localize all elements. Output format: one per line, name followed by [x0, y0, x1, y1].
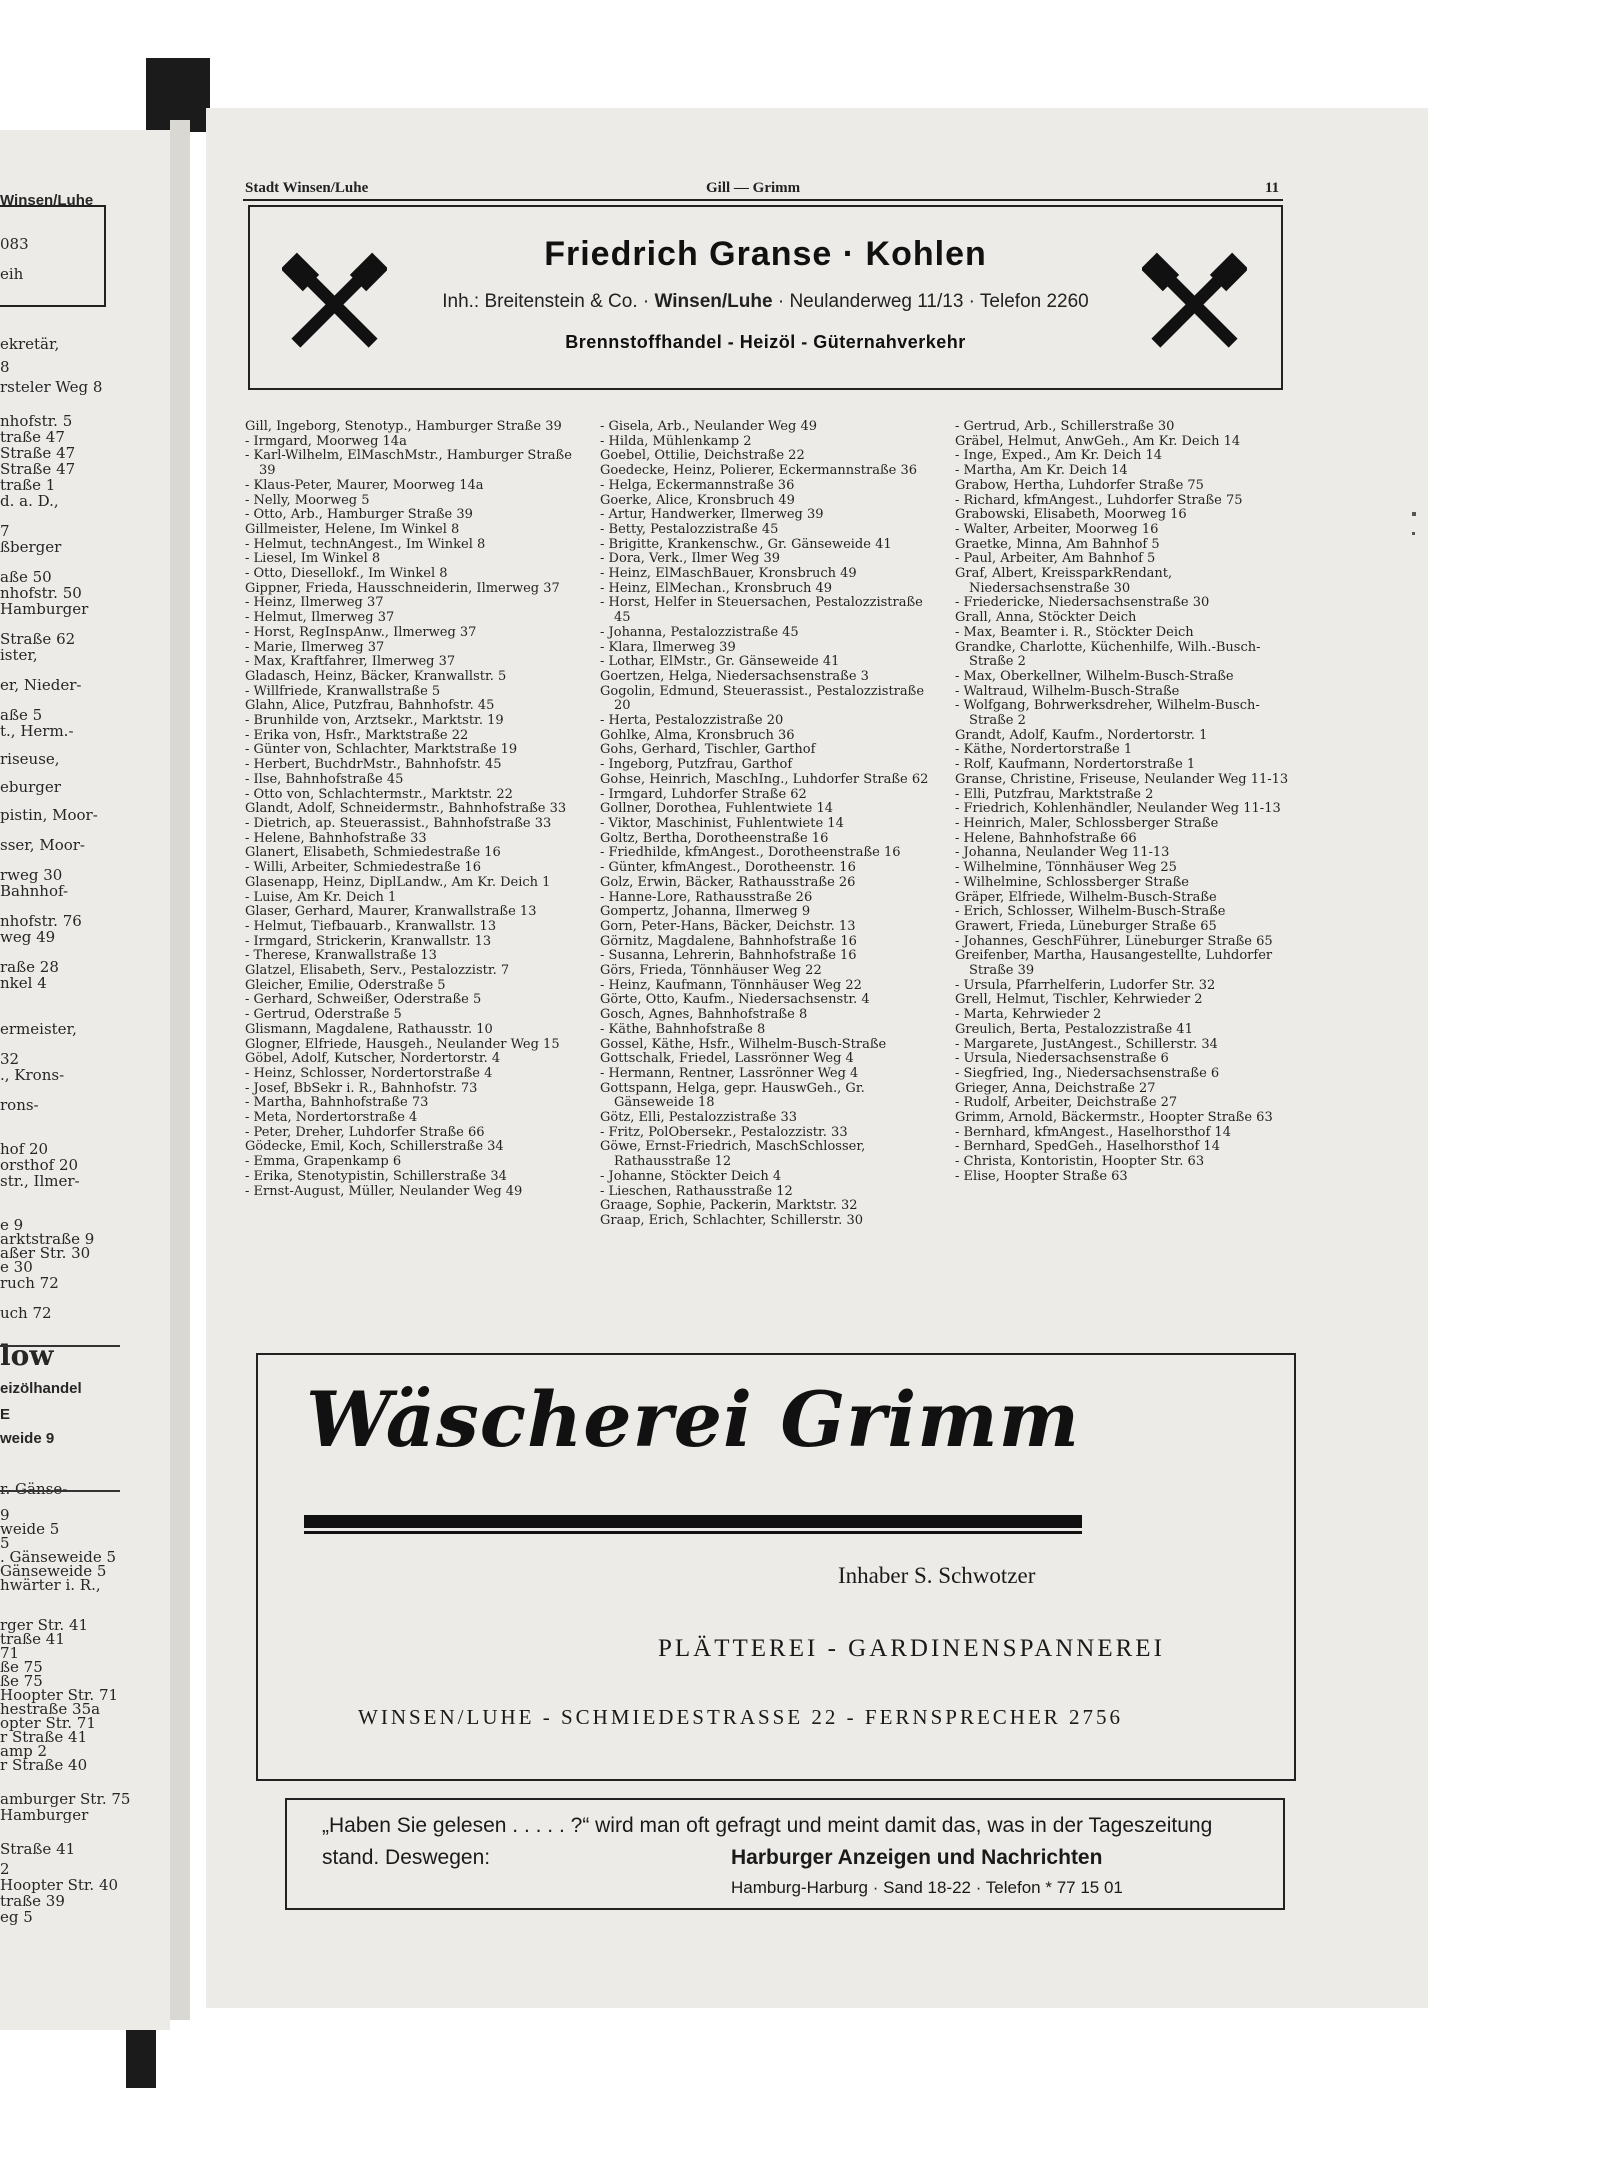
previous-page-line: 7 — [0, 522, 10, 540]
directory-entry: Gohse, Heinrich, MaschIng., Luhdorfer Straße 62 — [600, 771, 929, 787]
directory-entry: - Irmgard, Strickerin, Kranwallstr. 13 — [245, 933, 492, 949]
previous-page-line: hestraße 35a — [0, 1700, 101, 1718]
directory-entry: - Erich, Schlosser, Wilhelm-Busch-Straße — [955, 904, 1226, 920]
previous-page-line: Hamburger — [0, 1806, 89, 1824]
directory-entry: - Waltraud, Wilhelm-Busch-Straße — [955, 683, 1180, 699]
ad-services: PLÄTTEREI - GARDINENSPANNEREI — [658, 1635, 1165, 1662]
previous-page-line: pistin, Moor- — [0, 806, 98, 824]
previous-page-line: 2 — [0, 1860, 10, 1878]
previous-page-line: rweg 30 — [0, 866, 63, 884]
directory-column-3 — [955, 420, 1295, 1185]
previous-page-line: nhofstr. 5 — [0, 412, 73, 430]
previous-page-line: traße 1 — [0, 476, 56, 494]
directory-entry: - Wolfgang, Bohrwerksdreher, Wilhelm-Busch-Straße 2 — [955, 698, 1260, 729]
previous-page-line: Winsen/Luhe — [0, 192, 94, 209]
directory-entry: - Peter, Dreher, Luhdorfer Straße 66 — [245, 1124, 485, 1140]
directory-entry: Gladasch, Heinz, Bäcker, Kranwallstr. 5 — [245, 668, 507, 684]
directory-entry: Gödecke, Emil, Koch, Schillerstraße 34 — [245, 1139, 504, 1155]
directory-entry: - Gertrud, Oderstraße 5 — [245, 1007, 402, 1023]
directory-entry: Goedecke, Heinz, Polierer, Eckermannstraße 36 — [600, 463, 918, 479]
previous-page-line: Gänseweide 5 — [0, 1562, 107, 1580]
page-number: 11 — [1265, 180, 1280, 196]
previous-page-line: rger Str. 41 — [0, 1616, 89, 1634]
directory-entry: - Christa, Kontoristin, Hoopter Str. 63 — [955, 1154, 1205, 1170]
previous-page-line: Hamburger — [0, 600, 89, 618]
ad-subtitle-prefix: Inh.: Breitenstein & Co. · — [442, 291, 655, 312]
directory-entry: - Helmut, Tiefbauarb., Kranwallstr. 13 — [245, 918, 497, 934]
previous-page-line: ister, — [0, 646, 38, 664]
previous-page-line: ße 75 — [0, 1672, 43, 1690]
previous-page-line: traße 41 — [0, 1630, 65, 1648]
previous-page-line: 083 — [0, 235, 29, 253]
directory-entry: Glanert, Elisabeth, Schmiedestraße 16 — [245, 845, 501, 861]
previous-page-line: ermeister, — [0, 1020, 77, 1038]
previous-page-line: hwärter i. R., — [0, 1576, 101, 1594]
directory-entry: - Wilhelmine, Schlossberger Straße — [955, 874, 1189, 890]
directory-entry: - Fritz, PolObersekr., Pestalozzistr. 33 — [600, 1124, 848, 1140]
previous-page-line: 32 — [0, 1050, 20, 1068]
directory-entry: - Karl-Wilhelm, ElMaschMstr., Hamburger Straße 39 — [245, 448, 572, 479]
previous-page-line: amburger Str. 75 — [0, 1790, 131, 1808]
directory-entry: Gill, Ingeborg, Stenotyp., Hamburger Straße 39 — [245, 419, 562, 434]
directory-entry: - Heinz, Schlosser, Nordertorstraße 4 — [245, 1065, 493, 1081]
directory-entry: - Dietrich, ap. Steuerassist., Bahnhofstraße 33 — [245, 815, 552, 831]
hammer-and-pick-icon — [1142, 252, 1247, 357]
previous-page-line: eg 5 — [0, 1908, 33, 1926]
directory-entry: Graf, Albert, KreissparkRendant, Niedersachsenstraße 30 — [955, 566, 1173, 596]
directory-entry: - Günter, kfmAngest., Dorotheenstr. 16 — [600, 860, 856, 876]
directory-entry: - Friedrich, Kohlenhändler, Neulander Weg 11-13 — [955, 801, 1281, 817]
directory-entry: - Irmgard, Luhdorfer Straße 62 — [600, 786, 807, 802]
previous-page-line: nhofstr. 76 — [0, 912, 82, 930]
directory-entry: - Friedhilde, kfmAngest., Dorotheenstraße 16 — [600, 845, 901, 861]
previous-page-line: amp 2 — [0, 1742, 48, 1760]
directory-entry: Göwe, Ernst-Friedrich, MaschSchlosser, Rathausstraße 12 — [600, 1139, 866, 1170]
previous-page-line: 8 — [0, 358, 10, 376]
directory-entry: - Gisela, Arb., Neulander Weg 49 — [600, 419, 818, 434]
ad-services: Brennstoffhandel - Heizöl - Güternahverkehr — [565, 332, 966, 352]
scan-speck — [1412, 512, 1416, 516]
directory-entry: - Horst, Helfer in Steuersachen, Pestalozzistraße 45 — [600, 595, 923, 626]
directory-entry: Göbel, Adolf, Kutscher, Nordertorstr. 4 — [245, 1051, 501, 1067]
previous-page-line: traße 39 — [0, 1892, 65, 1910]
directory-entry: Graetke, Minna, Am Bahnhof 5 — [955, 536, 1160, 552]
previous-page-line: nkel 4 — [0, 974, 47, 992]
directory-entry: - Luise, Am Kr. Deich 1 — [245, 889, 397, 905]
previous-page-line: r Straße 41 — [0, 1728, 88, 1746]
directory-entry: - Johanna, Pestalozzistraße 45 — [600, 624, 799, 640]
directory-entry: - Heinz, Ilmerweg 37 — [245, 595, 384, 611]
directory-entry: - Klaus-Peter, Maurer, Moorweg 14a — [245, 477, 484, 493]
previous-page-line: arktstraße 9 — [0, 1230, 95, 1248]
directory-entry: - Gertrud, Arb., Schillerstraße 30 — [955, 419, 1175, 434]
previous-page-line: r Straße 40 — [0, 1756, 88, 1774]
previous-page-line: weg 49 — [0, 928, 56, 946]
directory-entry: Goebel, Ottilie, Deichstraße 22 — [600, 448, 805, 464]
ad-subtitle — [250, 291, 1281, 313]
directory-entry: - Artur, Handwerker, Ilmerweg 39 — [600, 507, 824, 523]
directory-entry: Gohlke, Alma, Kronsbruch 36 — [600, 727, 795, 743]
directory-entry: Gorn, Peter-Hans, Bäcker, Deichstr. 13 — [600, 918, 856, 934]
previous-page-line: . Gänseweide 5 — [0, 1548, 117, 1566]
directory-entry: - Brigitte, Krankenschw., Gr. Gänseweide 41 — [600, 536, 892, 552]
directory-entry: - Johanne, Stöckter Deich 4 — [600, 1168, 782, 1184]
directory-entry: - Brunhilde von, Arztsekr., Marktstr. 19 — [245, 713, 504, 729]
previous-page-line: ßberger — [0, 538, 62, 556]
previous-page-line: low — [0, 1339, 54, 1372]
directory-entry: - Bernhard, SpedGeh., Haselhorsthof 14 — [955, 1139, 1220, 1155]
directory-entry: - Susanna, Lehrerin, Bahnhofstraße 16 — [600, 948, 857, 964]
previous-page-line: aßer Str. 30 — [0, 1244, 91, 1262]
directory-entry: Grabowski, Elisabeth, Moorweg 16 — [955, 507, 1187, 523]
directory-entry: - Gerhard, Schweißer, Oderstraße 5 — [245, 992, 482, 1008]
directory-entry: Gottschalk, Friedel, Lassrönner Weg 4 — [600, 1051, 854, 1067]
previous-page-line: weide 9 — [0, 1430, 55, 1447]
directory-entry: - Max, Beamter i. R., Stöckter Deich — [955, 624, 1194, 640]
directory-entry: - Otto von, Schlachtermstr., Marktstr. 22 — [245, 786, 513, 802]
ad-owner: Inhaber S. Schwotzer — [838, 1563, 1036, 1588]
directory-entry: - Erika, Stenotypistin, Schillerstraße 34 — [245, 1168, 507, 1184]
ad-text-line-2: stand. Deswegen: — [322, 1846, 491, 1869]
directory-entry: - Elise, Hoopter Straße 63 — [955, 1168, 1128, 1184]
directory-entry: - Hanne-Lore, Rathausstraße 26 — [600, 889, 813, 905]
previous-page-line: riseuse, — [0, 750, 60, 768]
advertisement-waescherei-grimm — [256, 1353, 1296, 1781]
directory-entry: Grall, Anna, Stöckter Deich — [955, 610, 1137, 626]
directory-entry: - Viktor, Maschinist, Fuhlentwiete 14 — [600, 815, 844, 831]
directory-entry: Görte, Otto, Kaufm., Niedersachsenstr. 4 — [600, 992, 870, 1008]
previous-page-line: weide 5 — [0, 1520, 60, 1538]
header-rule — [243, 199, 1283, 201]
directory-entry: - Siegfried, Ing., Niedersachsenstraße 6 — [955, 1065, 1220, 1081]
previous-page-line: 5 — [0, 1534, 10, 1552]
previous-page-line: t., Herm.- — [0, 722, 74, 740]
directory-entry: Glogner, Elfriede, Hausgeh., Neulander Weg 15 — [245, 1036, 560, 1052]
directory-entry: - Klara, Ilmerweg 39 — [600, 639, 736, 655]
directory-entry: - Helene, Bahnhofstraße 66 — [955, 830, 1137, 846]
ad-subtitle-suffix: · Neulanderweg 11/13 · Telefon 2260 — [772, 291, 1089, 312]
directory-entry: - Lothar, ElMstr., Gr. Gänseweide 41 — [600, 654, 840, 670]
directory-entry: - Willfriede, Kranwallstraße 5 — [245, 683, 441, 699]
directory-entry: - Friedericke, Niedersachsenstraße 30 — [955, 595, 1210, 611]
previous-page-line: Straße 47 — [0, 460, 76, 478]
directory-entry: - Paul, Arbeiter, Am Bahnhof 5 — [955, 551, 1156, 567]
directory-entry: Graap, Erich, Schlachter, Schillerstr. 30 — [600, 1212, 863, 1228]
directory-entry: - Marie, Ilmerweg 37 — [245, 639, 385, 655]
previous-page-line: ., Krons- — [0, 1066, 65, 1084]
directory-entry: Gogolin, Edmund, Steuerassist., Pestalozzistraße 20 — [600, 683, 925, 714]
directory-entry: Grawert, Frieda, Lüneburger Straße 65 — [955, 918, 1217, 934]
previous-page-line: sser, Moor- — [0, 836, 85, 854]
ad-business-name: Wäscherei Grimm — [306, 1375, 1081, 1464]
directory-entry: - Emma, Grapenkamp 6 — [245, 1154, 402, 1170]
directory-entry: Grandke, Charlotte, Küchenhilfe, Wilh.-Busch-Straße 2 — [955, 639, 1261, 670]
directory-entry: - Heinz, Kaufmann, Tönnhäuser Weg 22 — [600, 977, 862, 993]
directory-entry: - Nelly, Moorweg 5 — [245, 492, 370, 508]
directory-entry: - Helmut, technAngest., Im Winkel 8 — [245, 536, 486, 552]
directory-entry: - Liesel, Im Winkel 8 — [245, 551, 381, 567]
directory-entry: Gompertz, Johanna, Ilmerweg 9 — [600, 904, 811, 920]
directory-entry: - Rolf, Kaufmann, Nordertorstraße 1 — [955, 757, 1196, 773]
directory-entry: - Ernst-August, Müller, Neulander Weg 49 — [245, 1183, 523, 1199]
directory-entry: Greulich, Berta, Pestalozzistraße 41 — [955, 1021, 1193, 1037]
previous-page-line: orsthof 20 — [0, 1156, 79, 1174]
previous-page-line: traße 47 — [0, 428, 65, 446]
previous-page-line: 71 — [0, 1644, 20, 1662]
directory-entry: Granse, Christine, Friseuse, Neulander Weg 11-13 — [955, 771, 1289, 787]
previous-page-line: raße 28 — [0, 958, 59, 976]
directory-entry: - Erika von, Hsfr., Marktstraße 22 — [245, 727, 469, 743]
directory-entry: - Hilda, Mühlenkamp 2 — [600, 433, 752, 449]
directory-entry: - Heinrich, Maler, Schlossberger Straße — [955, 815, 1219, 831]
directory-column-2 — [600, 420, 940, 1229]
directory-entry: Gollner, Dorothea, Fuhlentwiete 14 — [600, 801, 834, 817]
previous-page-line: eizölhandel — [0, 1380, 82, 1397]
directory-entry: - Martha, Bahnhofstraße 73 — [245, 1095, 429, 1111]
ad-newspaper-name: Harburger Anzeigen und Nachrichten — [731, 1846, 1103, 1869]
directory-column-1 — [245, 420, 585, 1199]
previous-page-line: aße 50 — [0, 568, 52, 586]
directory-entry: Grandt, Adolf, Kaufm., Nordertorstr. 1 — [955, 727, 1208, 743]
directory-entry: Greifenber, Martha, Hausangestellte, Luhdorfer Straße 39 — [955, 948, 1273, 979]
ad-rule-thin — [304, 1531, 1082, 1534]
directory-entry: - Ingeborg, Putzfrau, Garthof — [600, 757, 793, 773]
directory-entry: - Marta, Kehrwieder 2 — [955, 1007, 1102, 1023]
directory-entry: - Käthe, Bahnhofstraße 8 — [600, 1021, 766, 1037]
ad-subtitle-city: Winsen/Luhe — [654, 291, 773, 312]
directory-entry: - Otto, Arb., Hamburger Straße 39 — [245, 507, 473, 523]
directory-entry: - Ursula, Pfarrhelferin, Ludorfer Str. 32 — [955, 977, 1216, 993]
directory-entry: Glaser, Gerhard, Maurer, Kranwallstraße 13 — [245, 904, 537, 920]
previous-page-line: opter Str. 71 — [0, 1714, 96, 1732]
directory-entry: - Martha, Am Kr. Deich 14 — [955, 463, 1128, 479]
previous-page-line: E — [0, 1406, 11, 1423]
directory-entry: Gräper, Elfriede, Wilhelm-Busch-Straße — [955, 889, 1217, 905]
previous-page-line: eburger — [0, 778, 61, 796]
ad-rule-thick — [304, 1515, 1082, 1528]
directory-entry: Golz, Erwin, Bäcker, Rathausstraße 26 — [600, 874, 856, 890]
previous-page-line: ße 75 — [0, 1658, 43, 1676]
previous-page-line: er, Nieder- — [0, 676, 82, 694]
previous-page-rule — [0, 1490, 120, 1492]
directory-entry: - Käthe, Nordertorstraße 1 — [955, 742, 1133, 758]
previous-page-line: r. Gänse- — [0, 1480, 68, 1498]
previous-page-line: Straße 62 — [0, 630, 76, 648]
previous-page-line: Bahnhof- — [0, 882, 69, 900]
directory-entry: - Hermann, Rentner, Lassrönner Weg 4 — [600, 1065, 859, 1081]
directory-entry: Graage, Sophie, Packerin, Marktstr. 32 — [600, 1198, 858, 1214]
directory-entry: - Dora, Verk., Ilmer Weg 39 — [600, 551, 781, 567]
directory-entry: Grimm, Arnold, Bäckermstr., Hoopter Straße 63 — [955, 1110, 1273, 1126]
directory-entry: - Max, Oberkellner, Wilhelm-Busch-Straße — [955, 668, 1234, 684]
directory-entry: - Meta, Nordertorstraße 4 — [245, 1110, 418, 1126]
previous-page-line: uch 72 — [0, 1304, 52, 1322]
directory-entry: Götz, Elli, Pestalozzistraße 33 — [600, 1110, 798, 1126]
ad-text-line-1: „Haben Sie gelesen . . . . . ?“ wird man oft gefragt und meint damit das, was in der Tageszeitung — [322, 1814, 1213, 1837]
previous-page-box — [0, 205, 106, 307]
directory-entry: Görs, Frieda, Tönnhäuser Weg 22 — [600, 963, 822, 979]
header-left: Stadt Winsen/Luhe — [245, 180, 369, 196]
directory-entry: - Therese, Kranwallstraße 13 — [245, 948, 437, 964]
directory-entry: Glatzel, Elisabeth, Serv., Pestalozzistr. 7 — [245, 963, 510, 979]
ad-contact: Hamburg-Harburg · Sand 18-22 · Telefon * 77 15 01 — [731, 1878, 1123, 1897]
directory-entry: Görnitz, Magdalene, Bahnhofstraße 16 — [600, 933, 857, 949]
advertisement-granse-kohlen — [248, 205, 1283, 390]
directory-entry: - Willi, Arbeiter, Schmiedestraße 16 — [245, 860, 481, 876]
directory-entry: - Max, Kraftfahrer, Ilmerweg 37 — [245, 654, 456, 670]
previous-page-line: Hoopter Str. 71 — [0, 1686, 119, 1704]
directory-entry: - Helmut, Ilmerweg 37 — [245, 610, 395, 626]
directory-entry: Goertzen, Helga, Niedersachsenstraße 3 — [600, 668, 869, 684]
directory-entry: Gillmeister, Helene, Im Winkel 8 — [245, 521, 460, 537]
directory-entry: Goltz, Bertha, Dorotheenstraße 16 — [600, 830, 829, 846]
directory-entry: - Elli, Putzfrau, Marktstraße 2 — [955, 786, 1154, 802]
directory-entry: - Otto, Diesellokf., Im Winkel 8 — [245, 566, 448, 582]
directory-entry: Gohs, Gerhard, Tischler, Garthof — [600, 742, 816, 758]
directory-entry: Glandt, Adolf, Schneidermstr., Bahnhofstraße 33 — [245, 801, 567, 817]
previous-page-line: rons- — [0, 1096, 39, 1114]
previous-page-line: ruch 72 — [0, 1274, 59, 1292]
directory-entry: Gleicher, Emilie, Oderstraße 5 — [245, 977, 446, 993]
directory-entry: - Heinz, ElMaschBauer, Kronsbruch 49 — [600, 566, 857, 582]
directory-entry: Grell, Helmut, Tischler, Kehrwieder 2 — [955, 992, 1203, 1008]
directory-entry: Gosch, Agnes, Bahnhofstraße 8 — [600, 1007, 808, 1023]
directory-entry: - Herta, Pestalozzistraße 20 — [600, 713, 784, 729]
directory-entry: Gottspann, Helga, gepr. HauswGeh., Gr. Gänseweide 18 — [600, 1080, 865, 1111]
previous-page-line: Straße 41 — [0, 1840, 76, 1858]
header-center: Gill — Grimm — [706, 180, 801, 196]
directory-entry: - Walter, Arbeiter, Moorweg 16 — [955, 521, 1159, 537]
directory-entry: Gräbel, Helmut, AnwGeh., Am Kr. Deich 14 — [955, 433, 1241, 449]
directory-entry: - Rudolf, Arbeiter, Deichstraße 27 — [955, 1095, 1178, 1111]
directory-entry: - Günter von, Schlachter, Marktstraße 19 — [245, 742, 518, 758]
previous-page-line: hof 20 — [0, 1140, 49, 1158]
directory-entry: - Wilhelmine, Tönnhäuser Weg 25 — [955, 860, 1177, 876]
scan-speck — [1412, 532, 1415, 535]
previous-page-line: e 9 — [0, 1216, 24, 1234]
directory-entry: - Bernhard, kfmAngest., Haselhorsthof 14 — [955, 1124, 1231, 1140]
directory-entry: Glismann, Magdalene, Rathausstr. 10 — [245, 1021, 493, 1037]
binding-bar-left — [170, 120, 190, 2020]
directory-entry: - Helga, Eckermannstraße 36 — [600, 477, 795, 493]
ad-address: WINSEN/LUHE - SCHMIEDESTRASSE 22 - FERNSPRECHER 2756 — [358, 1705, 1124, 1729]
previous-page-line: nhofstr. 50 — [0, 584, 82, 602]
previous-page-rule — [0, 1345, 120, 1347]
directory-entry: - Richard, kfmAngest., Luhdorfer Straße 75 — [955, 492, 1243, 508]
directory-entry: Goerke, Alice, Kronsbruch 49 — [600, 492, 795, 508]
previous-page-line: Hoopter Str. 40 — [0, 1876, 119, 1894]
previous-page-line: Straße 47 — [0, 444, 76, 462]
directory-entry: - Ursula, Niedersachsenstraße 6 — [955, 1051, 1169, 1067]
advertisement-harburger-anzeigen — [285, 1798, 1285, 1910]
directory-entry: Grabow, Hertha, Luhdorfer Straße 75 — [955, 477, 1204, 493]
directory-entry: - Ilse, Bahnhofstraße 45 — [245, 771, 404, 787]
directory-entry: - Johanna, Neulander Weg 11-13 — [955, 845, 1170, 861]
previous-page-line: ekretär, — [0, 335, 60, 353]
previous-page-fragment — [0, 130, 170, 2030]
directory-entry: Gippner, Frieda, Hausschneiderin, Ilmerweg 37 — [245, 580, 560, 596]
directory-entry: Glasenapp, Heinz, DiplLandw., Am Kr. Deich 1 — [245, 874, 551, 890]
previous-page-line: d. a. D., — [0, 492, 59, 510]
previous-page-line: str., Ilmer- — [0, 1172, 80, 1190]
directory-entry: - Helene, Bahnhofstraße 33 — [245, 830, 427, 846]
directory-entry: Glahn, Alice, Putzfrau, Bahnhofstr. 45 — [245, 698, 495, 714]
previous-page-line: eih — [0, 265, 24, 283]
previous-page-line: e 30 — [0, 1258, 33, 1276]
previous-page-line: 9 — [0, 1506, 10, 1524]
directory-entry: - Betty, Pestalozzistraße 45 — [600, 521, 779, 537]
directory-entry: - Irmgard, Moorweg 14a — [245, 433, 407, 449]
directory-entry: - Herbert, BuchdrMstr., Bahnhofstr. 45 — [245, 757, 502, 773]
previous-page-line: aße 5 — [0, 706, 43, 724]
directory-entry: - Inge, Exped., Am Kr. Deich 14 — [955, 448, 1163, 464]
directory-entry: - Josef, BbSekr i. R., Bahnhofstr. 73 — [245, 1080, 478, 1096]
ad-title: Friedrich Granse · Kohlen — [544, 235, 987, 273]
directory-entry: Grieger, Anna, Deichstraße 27 — [955, 1080, 1156, 1096]
directory-entry: - Horst, RegInspAnw., Ilmerweg 37 — [245, 624, 477, 640]
directory-entry: - Johannes, GeschFührer, Lüneburger Straße 65 — [955, 933, 1273, 949]
directory-entry: - Margarete, JustAngest., Schillerstr. 34 — [955, 1036, 1218, 1052]
directory-entry: - Lieschen, Rathausstraße 12 — [600, 1183, 793, 1199]
directory-entry: Gossel, Käthe, Hsfr., Wilhelm-Busch-Straße — [600, 1036, 887, 1052]
previous-page-line: rsteler Weg 8 — [0, 378, 103, 396]
directory-entry: - Heinz, ElMechan., Kronsbruch 49 — [600, 580, 833, 596]
